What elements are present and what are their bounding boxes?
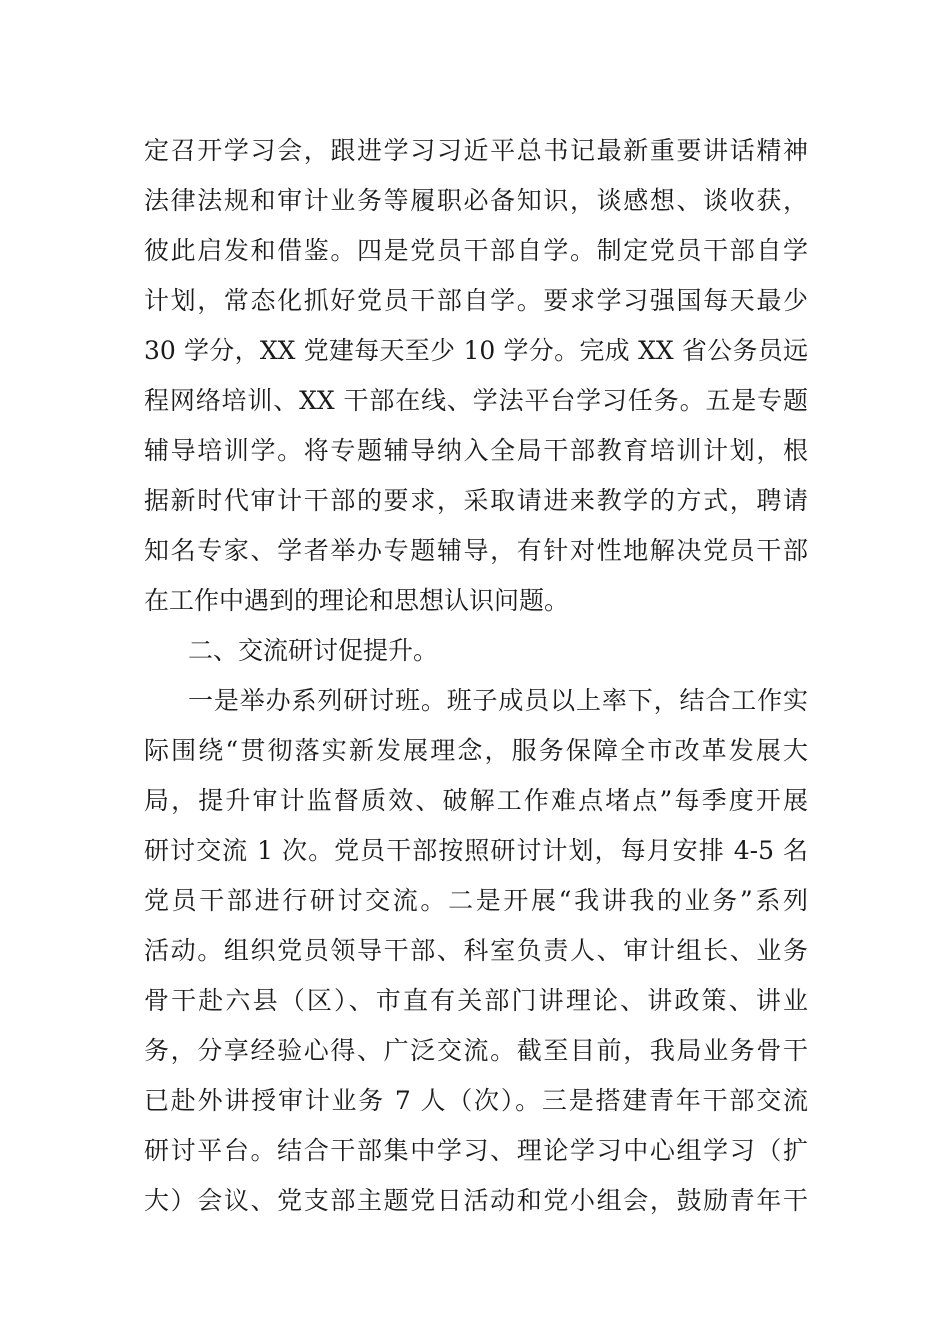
text-line: 活动。组织党员领导干部、科室负责人、审计组长、业务: [144, 936, 808, 965]
text-line: 党员干部进行研讨交流。二是开展“我讲我的业务”系列: [144, 886, 808, 915]
text-line: 程网络培训、XX 干部在线、学法平台学习任务。五是专题: [144, 386, 808, 415]
text-line: 骨干赴六县（区）、市直有关部门讲理论、讲政策、讲业: [144, 986, 808, 1015]
text-line: 大）会议、党支部主题党日活动和党小组会，鼓励青年干: [144, 1186, 808, 1215]
text-line: 际围绕“贯彻落实新发展理念，服务保障全市改革发展大: [144, 736, 808, 765]
text-line: 已赴外讲授审计业务 7 人（次）。三是搭建青年干部交流: [144, 1086, 808, 1115]
section-heading: 二、交流研讨促提升。: [188, 636, 439, 665]
text-line: 据新时代审计干部的要求，采取请进来教学的方式，聘请: [144, 486, 808, 515]
text-line: 一是举办系列研讨班。班子成员以上率下，结合工作实: [188, 686, 808, 715]
text-line: 计划，常态化抓好党员干部自学。要求学习强国每天最少: [144, 286, 808, 315]
text-line: 局，提升审计监督质效、破解工作难点堵点”每季度开展: [144, 786, 808, 815]
text-line: 30 学分，XX 党建每天至少 10 学分。完成 XX 省公务员远: [144, 336, 808, 365]
text-line: 定召开学习会，跟进学习习近平总书记最新重要讲话精神: [144, 136, 808, 165]
text-line: 在工作中遇到的理论和思想认识问题。: [144, 586, 570, 615]
text-line: 研讨平台。结合干部集中学习、理论学习中心组学习（扩: [144, 1136, 808, 1165]
text-line: 研讨交流 1 次。党员干部按照研讨计划，每月安排 4-5 名: [144, 836, 808, 865]
text-line: 彼此启发和借鉴。四是党员干部自学。制定党员干部自学: [144, 236, 808, 265]
text-line: 务，分享经验心得、广泛交流。截至目前，我局业务骨干: [144, 1036, 808, 1065]
document-body: [144, 126, 808, 1226]
text-line: 辅导培训学。将专题辅导纳入全局干部教育培训计划，根: [144, 436, 808, 465]
text-line: 法律法规和审计业务等履职必备知识，谈感想、谈收获，: [144, 186, 808, 215]
text-line: 知名专家、学者举办专题辅导，有针对性地解决党员干部: [144, 536, 808, 565]
